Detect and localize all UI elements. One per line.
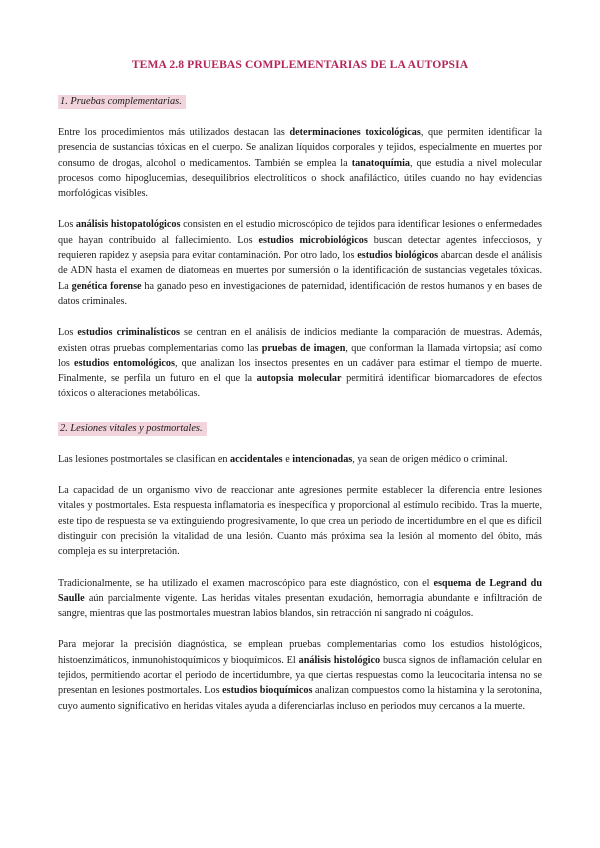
paragraph-examen-macroscopico — [58, 576, 542, 622]
bold-term: estudios entomológicos — [74, 357, 175, 369]
text-run: abarcan desde el análisis de ADN hasta el examen de diatomeas en muertes por sumersión o la identificación de sustancias vegetales tóxicas. La — [58, 250, 542, 292]
bold-term: esquema de Legrand du Saulle — [58, 577, 543, 604]
paragraph-histopatologia — [58, 217, 542, 309]
text-run: , que analizan los insectos presentes en un cadáver para estimar el tiempo de muerte. Finalmente, se perfila un futuro en el que la — [58, 357, 543, 385]
bold-term: análisis histopatológicos — [75, 219, 181, 231]
bold-term: estudios bioquímicos — [222, 685, 313, 697]
text-run: Para mejorar la precisión diagnóstica, se emplean pruebas complementarias como los estudios histológicos, histoenzimáticos, inmunohistoquímicos y bioquímicos. El — [58, 639, 542, 666]
paragraph-capacidad-reaccion — [58, 483, 542, 559]
section-heading-2: 2. Lesiones vitales y postmortales. — [58, 422, 207, 436]
bold-term: accidentales — [230, 453, 283, 465]
section-pruebas-complementarias — [58, 91, 542, 402]
text-run: analizan compuestos como la histamina y la serotonina, cuyo aumento significativo en heridas vitales ayuda a diferenciarlas incluso en periodos muy cercanos a la muerte. — [58, 685, 542, 712]
text-run: busca signos de inflamación celular en tejidos, permitiendo acortar el periodo de incertidumbre, ya que ciertas respuestas como la leucocitaria intensa no se presentan en lesiones postmortales. Los — [58, 654, 543, 697]
document-title: TEMA 2.8 PRUEBAS COMPLEMENTARIAS DE LA AUTOPSIA — [131, 58, 469, 71]
text-run: Los — [58, 219, 76, 231]
section-heading-1: 1. Pruebas complementarias. — [58, 95, 186, 109]
text-run: aún parcialmente vigente. Las heridas vitales presentan exudación, hemorragia abundante e infiltración de sangre, mientras que las postmortales muestran labios blandos, sin retracción ni sangrado ni coágulos. — [58, 592, 542, 620]
bold-term: pruebas de imagen — [261, 342, 346, 354]
text-run: , que conforman la llamada virtopsia; así como los — [58, 342, 542, 369]
text-run: Tradicionalmente, se ha utilizado el examen macroscópico para este diagnóstico, con el — [58, 577, 434, 589]
bold-term: estudios criminalísticos — [77, 327, 180, 339]
paragraph-pruebas-diagnosticas — [58, 637, 542, 713]
bold-term: intencionadas — [292, 453, 353, 465]
text-run: , que permiten identificar la presencia de sustancias tóxicas en el cuerpo. Se analizan líquidos corporales y tejidos, especialmente en muertes por consumo de drogas, alcohol o medicamentos. También se emplea la — [58, 127, 542, 169]
text-run: ha ganado peso en investigaciones de paternidad, identificación de restos humanos y en bases de datos criminales. — [58, 280, 543, 307]
text-run: permitirá identificar biomarcadores de efectos tóxicos o alteraciones metabólicas. — [58, 373, 542, 400]
text-run: buscan detectar agentes infecciosos, y requieren rapidez y asepsia para evitar contaminación. Por otro lado, los — [58, 234, 543, 262]
text-run: e — [282, 453, 293, 465]
text-run: Las lesiones postmortales se clasifican en — [58, 453, 231, 465]
bold-term: estudios biológicos — [357, 250, 439, 262]
bold-term: tanatoquímia — [351, 157, 410, 169]
bold-term: determinaciones toxicológicas — [289, 127, 421, 138]
bold-term: genética forense — [71, 280, 142, 292]
text-run: Los — [58, 327, 78, 339]
text-run: consisten en el estudio microscópico de tejidos para identificar lesiones o enfermedades que hayan contribuido al fallecimiento. Los — [58, 219, 542, 246]
text-run: se centran en el análisis de indicios mediante la comparación de muestras. Además, existen otras pruebas complementarias como las — [58, 327, 543, 354]
paragraph-criminalistica — [58, 325, 542, 401]
section-lesiones-vitales — [58, 418, 542, 714]
bold-term: análisis histológico — [298, 654, 381, 666]
bold-term: estudios microbiológicos — [258, 234, 368, 246]
paragraph-clasificacion — [58, 452, 542, 467]
bold-term: autopsia molecular — [256, 373, 342, 385]
text-run: , que estudia a nivel molecular procesos como hipoglucemias, desequilibrios electrolíticos o shock anafiláctico, útiles cuando no hay evidencias morfológicas visibles. — [58, 157, 543, 200]
text-run: , ya sean de origen médico o criminal. — [352, 453, 508, 465]
paragraph-toxicologia — [58, 125, 542, 201]
text-run: La capacidad de un organismo vivo de reaccionar ante agresiones permite establecer la diferencia entre lesiones vitales y postmortales. Esta respuesta inflamatoria es inespecífica y proporcional al estímulo recibido. Tras la muerte, este tipo de respuesta se va extinguiendo progresivamente, lo que crea un periodo de incertidumbre en el que es difícil distinguir con precisión la vitalidad de una lesión. Cuanto más próxima sea la lesión al momento del óbito, más compleja es su interpretación. — [58, 485, 542, 558]
text-run: Entre los procedimientos más utilizados destacan las — [58, 127, 290, 138]
